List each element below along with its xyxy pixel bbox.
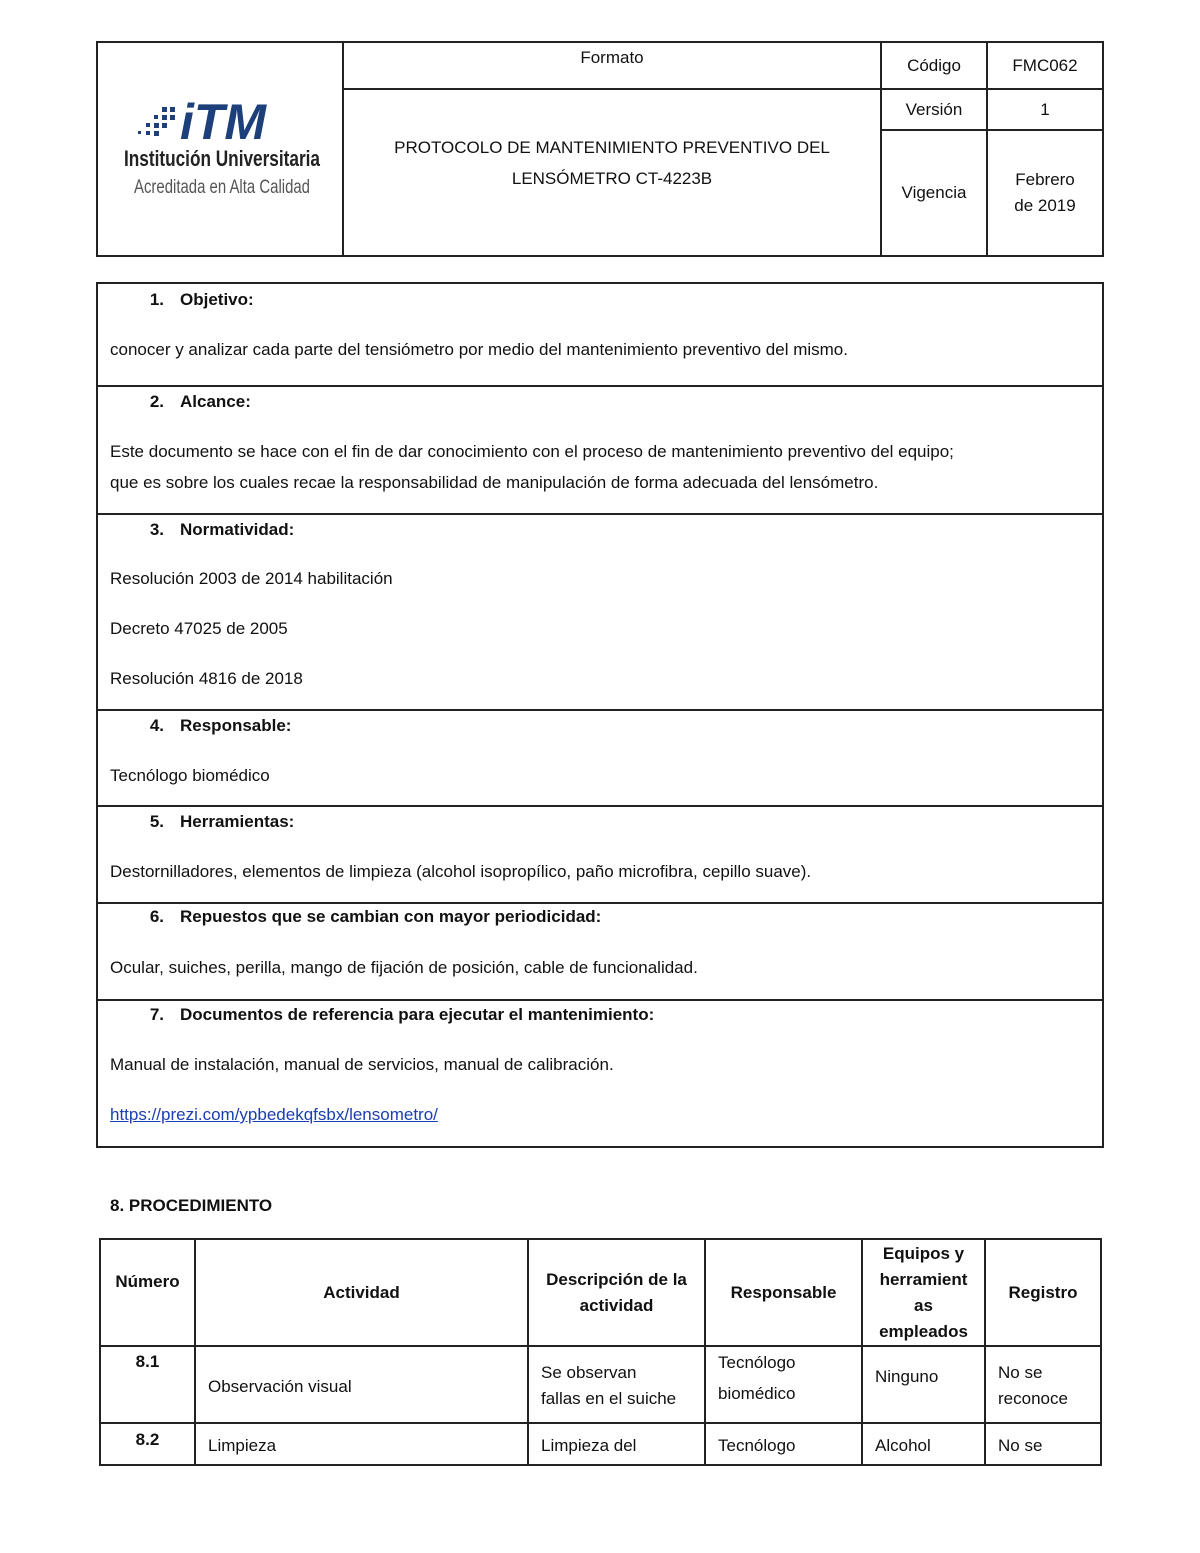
col-header-descripcion-line: Descripción de la — [546, 1269, 687, 1289]
section-title: Normatividad: — [180, 520, 295, 539]
section-title: Objetivo: — [180, 290, 254, 309]
section-documentos — [98, 1001, 1102, 1146]
section-number: 4. — [149, 716, 164, 735]
section-number: 1. — [149, 290, 164, 309]
row-numero: 8.1 — [135, 1352, 160, 1371]
logo-line1: Institución Universitaria — [124, 146, 321, 171]
procedure-table — [99, 1238, 1102, 1466]
row-descripcion-line: Se observan — [541, 1363, 637, 1382]
section-herramientas — [98, 807, 1102, 902]
logo-brand: iTM — [180, 94, 267, 150]
row-responsable — [718, 1347, 796, 1409]
row-equipos: Alcohol — [875, 1436, 931, 1455]
section-title: Alcance: — [180, 392, 251, 411]
codigo-value: FMC062 — [1012, 55, 1078, 75]
version-value: 1 — [1040, 99, 1050, 119]
section-text: Ocular, suiches, perilla, mango de fijación de posición, cable de funcionalidad. — [110, 958, 698, 977]
section-text: Manual de instalación, manual de servicios, manual de calibración. — [110, 1055, 614, 1074]
document-title — [344, 133, 880, 193]
section-text: Resolución 2003 de 2014 habilitación — [110, 569, 393, 588]
section-alcance — [98, 387, 1102, 513]
vigencia-label: Vigencia — [901, 183, 967, 202]
section-title: Documentos de referencia para ejecutar el mantenimiento: — [180, 1005, 655, 1024]
sections-box — [96, 282, 1104, 1148]
section-objetivo — [98, 284, 1102, 385]
section-text: Destornilladores, elementos de limpieza (alcohol isopropílico, paño microfibra, cepillo suave). — [110, 862, 812, 881]
col-header-descripcion-line: actividad — [579, 1295, 654, 1315]
row-responsable: Tecnólogo — [718, 1436, 796, 1455]
section-normatividad — [98, 515, 1102, 709]
section-number: 6. — [149, 907, 164, 926]
row-registro: No se — [998, 1436, 1043, 1455]
col-header-actividad: Actividad — [323, 1282, 400, 1302]
logo-dots-icon — [138, 107, 175, 136]
section-number: 3. — [149, 520, 164, 539]
section-text: Tecnólogo biomédico — [110, 766, 270, 785]
col-header-equipos — [863, 1240, 984, 1345]
logo-box — [98, 43, 344, 255]
vigencia-value-line2: de 2019 — [1014, 196, 1076, 215]
col-header-equipos-line: Equipos y — [882, 1243, 965, 1263]
section-title: Responsable: — [180, 716, 292, 735]
procedure-title: 8. PROCEDIMIENTO — [110, 1196, 273, 1215]
section-number: 5. — [149, 812, 164, 831]
prezi-link[interactable]: https://prezi.com/ypbedekqfsbx/lensometro/ — [110, 1105, 438, 1124]
section-number: 2. — [149, 392, 164, 411]
vigencia-value — [988, 131, 1102, 255]
section-text: Decreto 47025 de 2005 — [110, 619, 288, 638]
section-number: 7. — [149, 1005, 164, 1024]
row-responsable-line: Tecnólogo — [718, 1353, 796, 1372]
formato-label: Formato — [580, 48, 644, 67]
version-label: Versión — [905, 99, 963, 119]
col-header-responsable: Responsable — [730, 1282, 837, 1302]
col-header-equipos-line: herramient — [879, 1269, 968, 1289]
col-header-equipos-line: as — [914, 1295, 933, 1315]
section-title: Herramientas: — [180, 812, 295, 831]
row-registro-line: No se — [998, 1363, 1043, 1382]
section-text: Este documento se hace con el fin de dar conocimiento con el proceso de mantenimiento preventivo del equipo; — [110, 442, 954, 461]
section-responsable — [98, 711, 1102, 805]
section-text: que es sobre los cuales recae la responsabilidad de manipulación de forma adecuada del lensómetro. — [110, 473, 879, 492]
section-text: conocer y analizar cada parte del tensiómetro por medio del mantenimiento preventivo del mismo. — [110, 340, 848, 359]
row-descripcion — [541, 1360, 676, 1412]
col-header-descripcion — [529, 1240, 704, 1345]
row-numero: 8.2 — [135, 1430, 160, 1449]
vigencia-value-line1: Febrero — [1015, 170, 1075, 189]
document-header — [96, 41, 1104, 257]
codigo-label: Código — [907, 55, 961, 75]
row-equipos: Ninguno — [875, 1367, 939, 1386]
logo-line2: Acreditada en Alta Calidad — [134, 177, 310, 198]
row-registro-line: reconoce — [998, 1389, 1068, 1408]
col-header-registro: Registro — [1008, 1282, 1078, 1302]
row-registro — [998, 1360, 1068, 1412]
section-repuestos — [98, 904, 1102, 999]
section-title: Repuestos que se cambian con mayor periodicidad: — [180, 907, 602, 926]
itm-logo — [116, 73, 326, 223]
col-header-equipos-line: empleados — [879, 1321, 968, 1341]
row-actividad: Observación visual — [208, 1377, 352, 1396]
row-descripcion: Limpieza del — [541, 1436, 637, 1455]
document-title-line2: LENSÓMETRO CT-4223B — [511, 169, 713, 188]
row-descripcion-line: fallas en el suiche — [541, 1389, 677, 1408]
row-responsable-line: biomédico — [718, 1384, 796, 1403]
document-title-line1: PROTOCOLO DE MANTENIMIENTO PREVENTIVO DEL — [394, 138, 830, 157]
section-text: Resolución 4816 de 2018 — [110, 669, 303, 688]
row-actividad: Limpieza — [208, 1436, 277, 1455]
col-header-numero: Número — [115, 1272, 180, 1291]
